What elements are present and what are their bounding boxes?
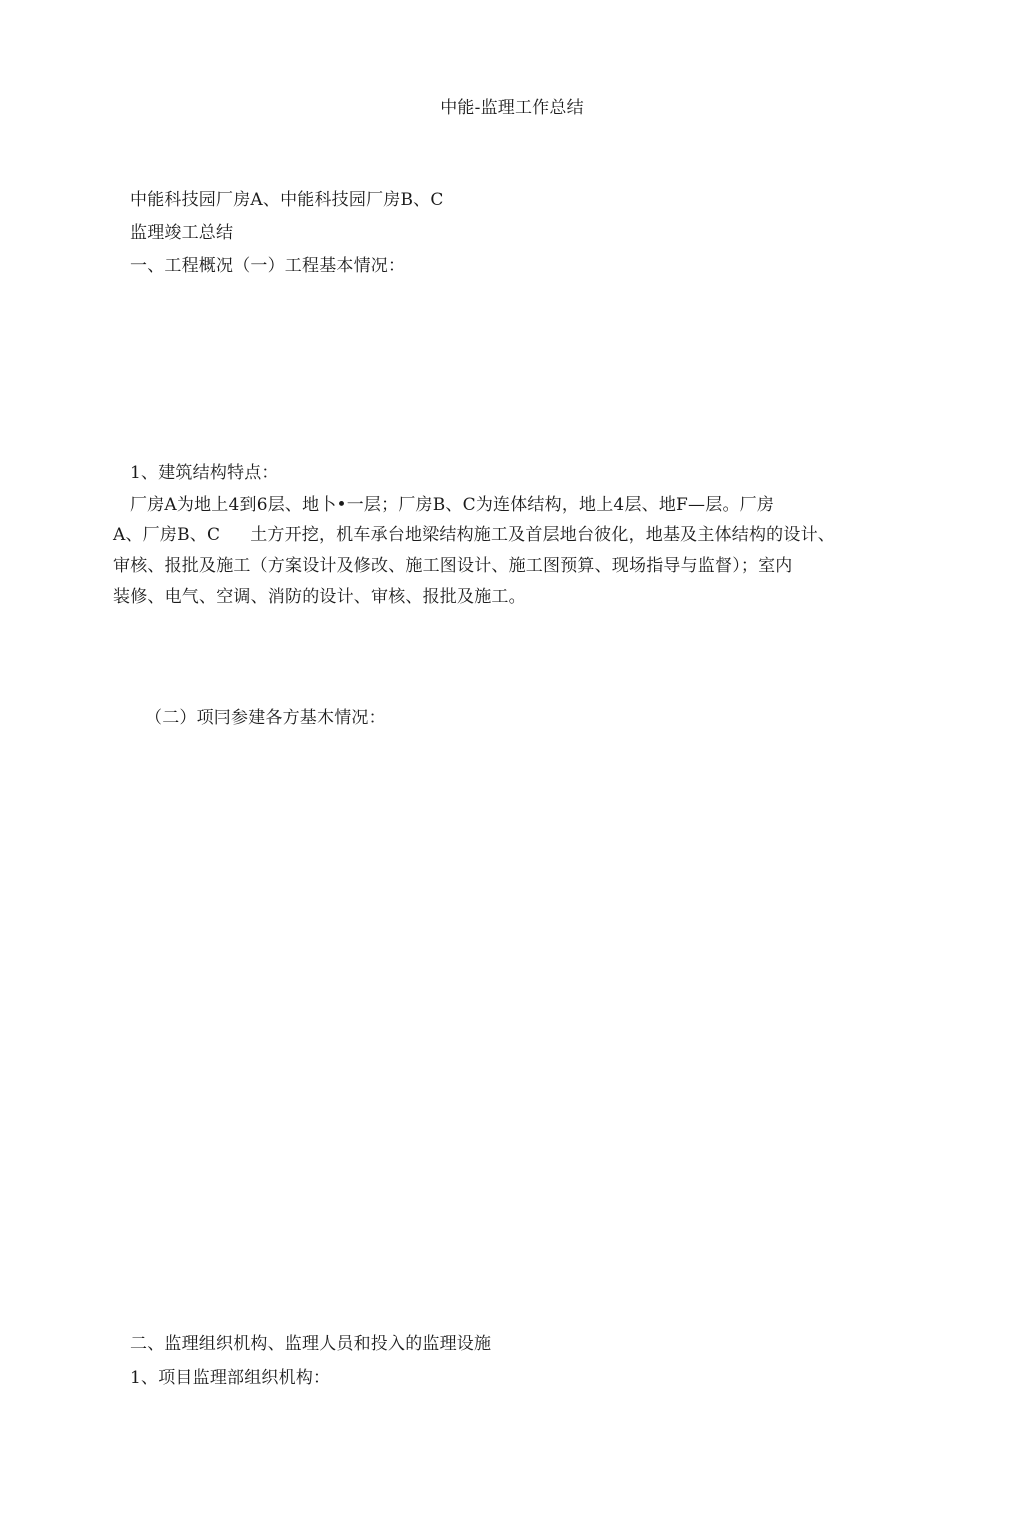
paragraph-line-2 xyxy=(113,524,835,546)
project-name-line: 中能科技园厂房A、中能科技园厂房B、C xyxy=(130,190,444,210)
paragraph-line-2-part-a: A、厂房B、C xyxy=(113,525,221,545)
paragraph-line-2-part-b: 土方开挖，机车承台地梁结构施工及首层地台彼化，地基及主体结构的设计、 xyxy=(250,525,835,545)
section-1-heading: 一、工程概况（一）工程基本情况： xyxy=(130,256,406,276)
paragraph-line-1: 厂房A为地上4到6层、地卜•一层；厂房B、C为连体结构，地上4层、地F—层。厂房 xyxy=(130,495,775,515)
document-title: 中能-监理工作总结 xyxy=(440,98,584,118)
section-1b-heading: （二）项冃参建各方基木情况： xyxy=(145,708,386,728)
section-2-heading: 二、监理组织机构、监理人员和投入的监理设施 xyxy=(130,1334,492,1354)
paragraph-line-4: 装修、电气、空调、消防的设计、审核、报批及施工。 xyxy=(113,587,526,607)
document-subtitle: 监理竣工总结 xyxy=(130,223,234,243)
item-2-heading: 1、项目监理部组织机构： xyxy=(130,1368,331,1388)
paragraph-line-3: 审核、报批及施工（方案设计及修改、施工图设计、施工图预算、现场指导与监督）；室内 xyxy=(113,556,793,576)
item-1-heading: 1、建筑结构特点： xyxy=(130,463,279,483)
